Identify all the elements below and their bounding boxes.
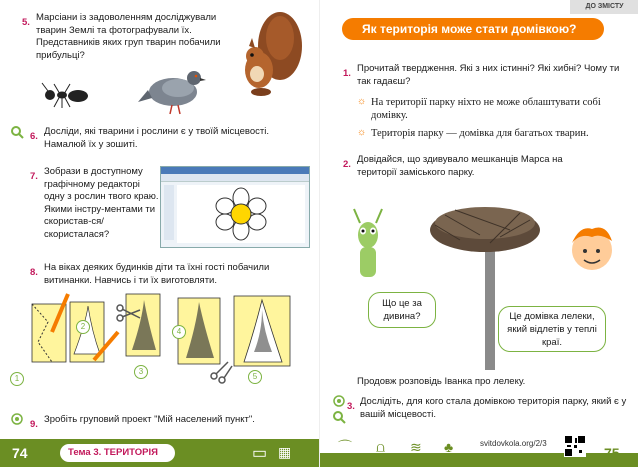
canvas <box>177 185 305 243</box>
question-number: 1. <box>343 68 351 79</box>
ant-image <box>40 80 95 110</box>
flower-drawing <box>177 185 305 243</box>
question-number: 5. <box>22 17 30 28</box>
question-text: Прочитай твердження. Які з них істинні? Які хибні? Чому ти так гадаєш? <box>357 63 620 87</box>
qr-code <box>564 435 586 457</box>
right-footer <box>320 439 638 467</box>
left-footer <box>0 439 319 467</box>
question-1 <box>343 63 623 87</box>
monitor-icon: ▭ <box>252 445 268 462</box>
tool-panel <box>164 185 174 240</box>
step-3-badge: 3 <box>134 365 148 379</box>
question-number: 8. <box>30 267 38 278</box>
question-number: 7. <box>30 171 38 182</box>
question-text: Довідайся, що здивувало мешканців Марса на території заміського парку. <box>357 154 563 178</box>
question-text: Дослідіть, для кого стала домівкою територія парку, який є у вашій місцевості. <box>360 396 627 420</box>
bridge-icon: ⩍ <box>376 439 386 455</box>
to-contents-link[interactable] <box>570 0 638 14</box>
question-text: На віках деяких будинків діти та їхні гості побачили витинанки. Навчись і ти їх виготовляти. <box>44 262 270 286</box>
statement-text: На території парку ніхто не може облаштувати собі домівку. <box>371 97 601 121</box>
bubble-text: Це домівка лелеки, який відлетів у теплі краї. <box>507 310 597 348</box>
paint-editor-window <box>160 166 310 248</box>
title-banner <box>342 18 604 40</box>
question-text: Марсіани із задоволенням досліджували тварин Землі та фотографували їх. Представників яких груп тварин побачили прибульці? <box>36 12 221 61</box>
question-7 <box>30 166 160 240</box>
sprout-icon: ♣ <box>444 439 454 455</box>
sun-icon: ☼ <box>357 96 367 107</box>
search-icon <box>10 125 24 139</box>
question-number: 9. <box>30 419 38 430</box>
boy-speech-bubble <box>498 306 606 352</box>
nav-label: ДО ЗМІСТУ <box>585 3 624 10</box>
theme-label: Тема 3. ТЕРИТОРІЯ <box>68 447 158 458</box>
question-number: 3. <box>347 401 355 412</box>
cutout-steps-illustration <box>28 292 310 392</box>
question-3 <box>347 396 632 420</box>
page-title: Як територія може стати домівкою? <box>362 22 577 36</box>
right-page <box>319 0 638 467</box>
question-2 <box>343 154 623 178</box>
sun-icon: ☼ <box>357 127 367 138</box>
question-6 <box>30 126 310 150</box>
search-icon <box>332 410 346 424</box>
alien-speech-bubble <box>368 292 436 328</box>
step-5-badge: 5 <box>248 370 262 384</box>
question-text: Зробіть груповий проект "Мій населений пункт". <box>44 414 255 425</box>
page-number: 75 <box>604 445 620 461</box>
question-number: 2. <box>343 159 351 170</box>
page-number: 74 <box>12 445 28 461</box>
group-project-icon <box>332 394 346 408</box>
toolbar <box>161 174 309 182</box>
step-1-badge: 1 <box>10 372 24 386</box>
arch-icon: ⌒ <box>338 439 352 455</box>
question-8 <box>30 262 310 286</box>
question-9 <box>30 414 310 432</box>
book-icon: ▦ <box>278 444 292 460</box>
step-2-badge: 2 <box>76 320 90 334</box>
statement-text: Територія парку — домівка для багатьох тварин. <box>371 128 589 139</box>
wave-icon: ≋ <box>410 439 422 455</box>
question-text: Зобрази в доступному графічному редакторі одну з рослин твого краю. Якими інстру-ментами ти скористав-ся/скористалася? <box>44 166 159 240</box>
question-text: Досліди, які тварини і рослини є у твоїй місцевості. Намалюй їх у зошиті. <box>44 126 269 150</box>
footer-strip <box>320 453 638 467</box>
step-4-badge: 4 <box>172 325 186 339</box>
question-number: 6. <box>30 131 38 142</box>
group-project-icon <box>10 412 24 426</box>
squirrel-image <box>235 8 305 103</box>
continue-story-text: Продовж розповідь Іванка про лелеку. <box>357 376 526 387</box>
bubble-text: Що це за дивина? <box>382 298 422 322</box>
website-url[interactable]: svitdovkola.org/2/3 <box>480 439 547 448</box>
theme-badge <box>60 444 175 462</box>
window-titlebar <box>161 167 309 174</box>
pigeon-image <box>138 62 208 117</box>
question-5 <box>22 12 232 61</box>
